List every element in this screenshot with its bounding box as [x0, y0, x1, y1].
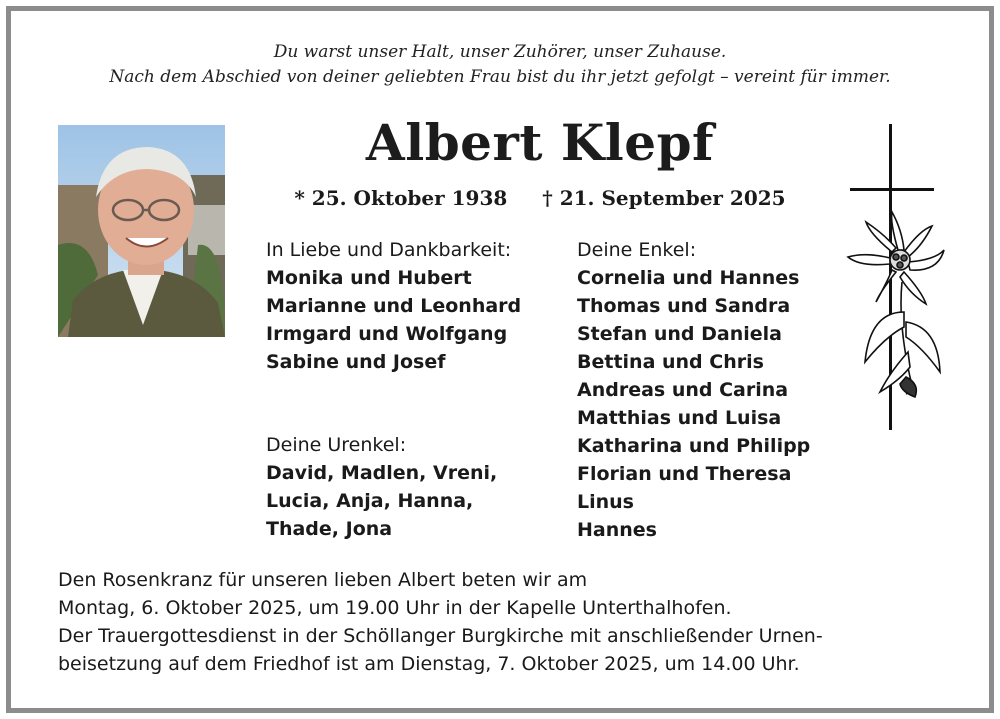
list-item: Lucia, Anja, Hanna, [266, 490, 474, 512]
funeral-announcement [58, 566, 823, 678]
announcement-line: Montag, 6. Oktober 2025, um 19.00 Uhr in der Kapelle Unterthalhofen. [58, 597, 732, 619]
announcement-line: Der Trauergottesdienst in der Schöllanger Burgkirche mit anschließender Urnen- [58, 625, 823, 647]
list-item: David, Madlen, Vreni, [266, 462, 498, 484]
great-grandchildren-section [266, 431, 497, 543]
birth-date: * 25. Oktober 1938 [294, 186, 508, 210]
list-item: Thomas und Sandra [577, 295, 791, 317]
list-item: Stefan und Daniela [577, 323, 783, 345]
cross-and-edelweiss [840, 122, 950, 432]
portrait-image [58, 125, 225, 337]
list-item: Katharina und Philipp [577, 435, 811, 457]
deceased-name: Albert Klepf [365, 113, 715, 172]
list-item: Irmgard und Wolfgang [266, 323, 508, 345]
list-item: Cornelia und Hannes [577, 267, 800, 289]
list-item: Matthias und Luisa [577, 407, 782, 429]
list-item: Bettina und Chris [577, 351, 764, 373]
death-date: † 21. September 2025 [542, 186, 786, 210]
grandchildren-section [577, 236, 810, 544]
announcement-line: Den Rosenkranz für unseren lieben Albert beten wir am [58, 569, 588, 591]
portrait-photo [58, 125, 225, 337]
list-item: Thade, Jona [266, 518, 393, 540]
announcement-line: beisetzung auf dem Friedhof ist am Dienstag, 7. Oktober 2025, um 14.00 Uhr. [58, 653, 800, 675]
cross-icon [840, 122, 950, 432]
list-item: Andreas und Carina [577, 379, 789, 401]
motto-line-1: Du warst unser Halt, unser Zuhörer, unser Zuhause. [273, 42, 727, 62]
list-item: Monika und Hubert [266, 267, 472, 289]
great-grandchildren-label: Deine Urenkel: [266, 434, 407, 456]
list-item: Sabine und Josef [266, 351, 446, 373]
edelweiss-icon [848, 212, 944, 397]
motto-line-2: Nach dem Abschied von deiner geliebten Frau bist du ihr jetzt gefolgt – vereint für immer. [109, 67, 891, 87]
list-item: Linus [577, 491, 634, 513]
list-item: Florian und Theresa [577, 463, 792, 485]
motto [0, 40, 1000, 90]
children-section [266, 236, 521, 376]
list-item: Marianne und Leonhard [266, 295, 522, 317]
list-item: Hannes [577, 519, 657, 541]
grandchildren-label: Deine Enkel: [577, 239, 697, 261]
life-dates [270, 184, 810, 212]
children-label: In Liebe und Dankbarkeit: [266, 239, 512, 261]
